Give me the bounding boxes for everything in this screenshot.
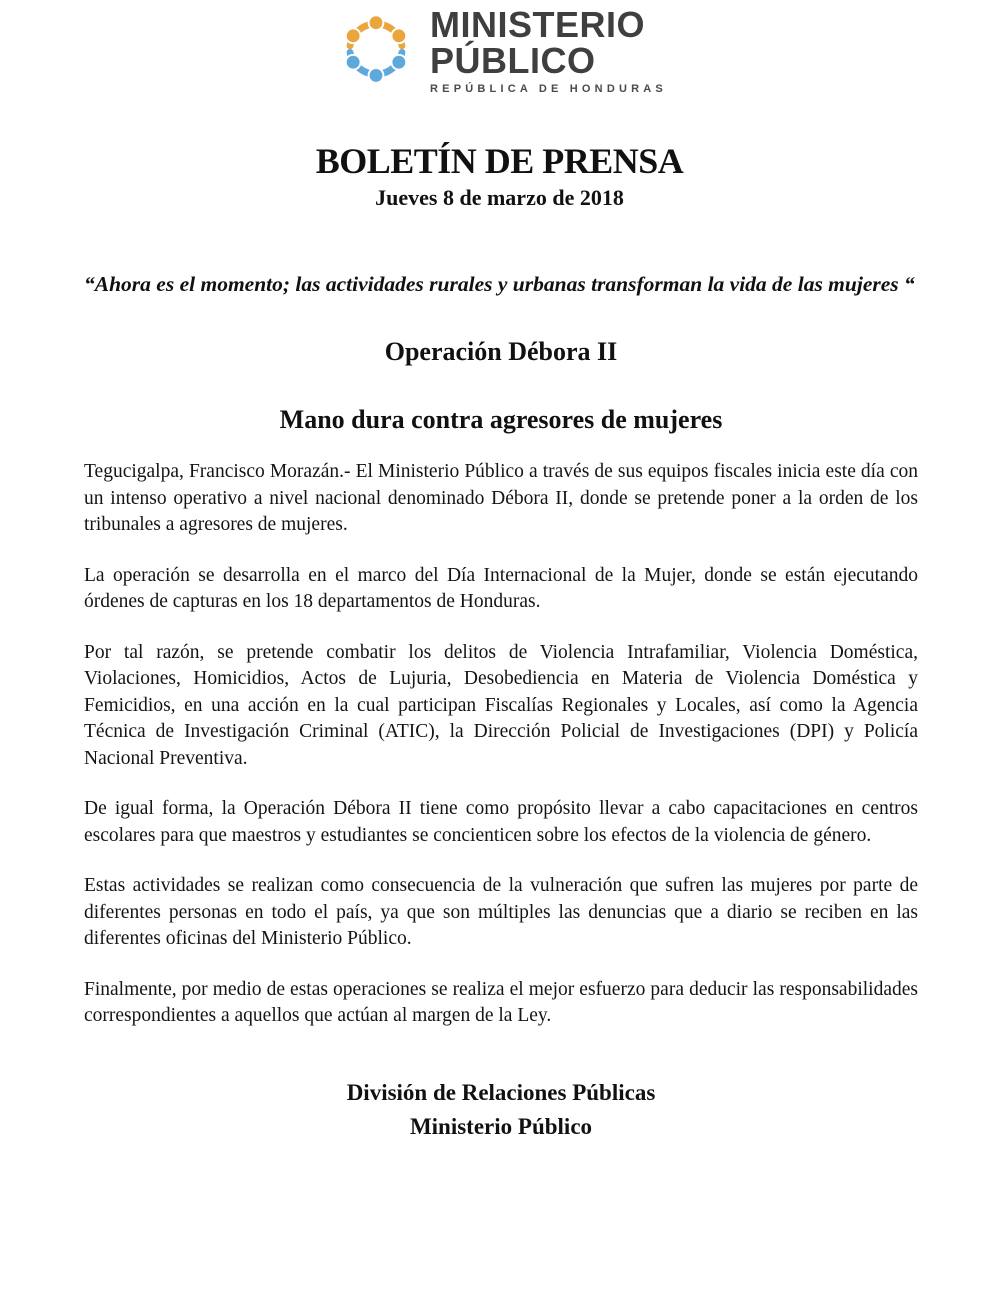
paragraph-1: Tegucigalpa, Francisco Morazán.- El Ministerio Público a través de sus equipos fiscales inicia este día con un intenso operativo a nivel nacional denominado Débora II, donde se pretende poner a la orden de los tribunales a agresores de mujeres. <box>84 461 918 535</box>
document-title: BOLETÍN DE PRENSA <box>315 141 684 181</box>
logo-org-line1: MINISTERIO <box>430 4 646 46</box>
paragraphs-section <box>84 459 918 1030</box>
heading-operation-subtitle: Mano dura contra agresores de mujeres <box>279 405 723 434</box>
footer-division: División de Relaciones Públicas <box>346 1079 656 1105</box>
paragraph-4: De igual forma, la Operación Débora II tiene como propósito llevar a cabo capacitaciones en centros escolares para que maestros y estudiantes se concienticen sobre los efectos de la violencia de género. <box>84 798 918 846</box>
paragraph-5: Estas actividades se realizan como consecuencia de la vulneración que sufren las mujeres por parte de diferentes personas en todo el país, ya que son múltiples las denuncias que a diario se reciben en las diferentes oficinas del Ministerio Público. <box>84 875 918 949</box>
ministerio-publico-logo <box>0 0 999 96</box>
footer-signature <box>84 1076 918 1144</box>
logo-org-subtitle: REPÚBLICA DE HONDURAS <box>430 82 667 95</box>
document-date: Jueves 8 de marzo de 2018 <box>375 185 624 210</box>
logo-wordmark <box>430 4 667 95</box>
footer-org: Ministerio Público <box>409 1113 593 1139</box>
paragraph-2: La operación se desarrolla en el marco del Día Internacional de la Mujer, donde se están ejecutando órdenes de capturas en los 18 departamentos de Honduras. <box>84 564 918 612</box>
heading-operation-name: Operación Débora II <box>384 337 618 366</box>
people-circle-logo-icon <box>332 10 420 92</box>
opening-quote: “Ahora es el momento; las actividades rurales y urbanas transforman la vida de las mujeres “ <box>84 272 915 296</box>
logo-org-line2: PÚBLICO <box>430 39 596 81</box>
document-body <box>84 267 918 1144</box>
paragraph-3: Por tal razón, se pretende combatir los delitos de Violencia Intrafamiliar, Violencia Doméstica, Violaciones, Homicidios, Actos de Lujuria, Desobediencia en Materia de Violencia Doméstica y Femicidios, en una acción en la cual participan Fiscalías Regionales y Locales, así como la Agencia Técnica de Investigación Criminal (ATIC), la Dirección Policial de Investigaciones (DPI) y Policía Nacional Preventiva. <box>84 641 918 769</box>
paragraph-6: Finalmente, por medio de estas operaciones se realiza el mejor esfuerzo para deducir las responsabilidades correspondientes a aquellos que actúan al margen de la Ley. <box>84 978 918 1026</box>
